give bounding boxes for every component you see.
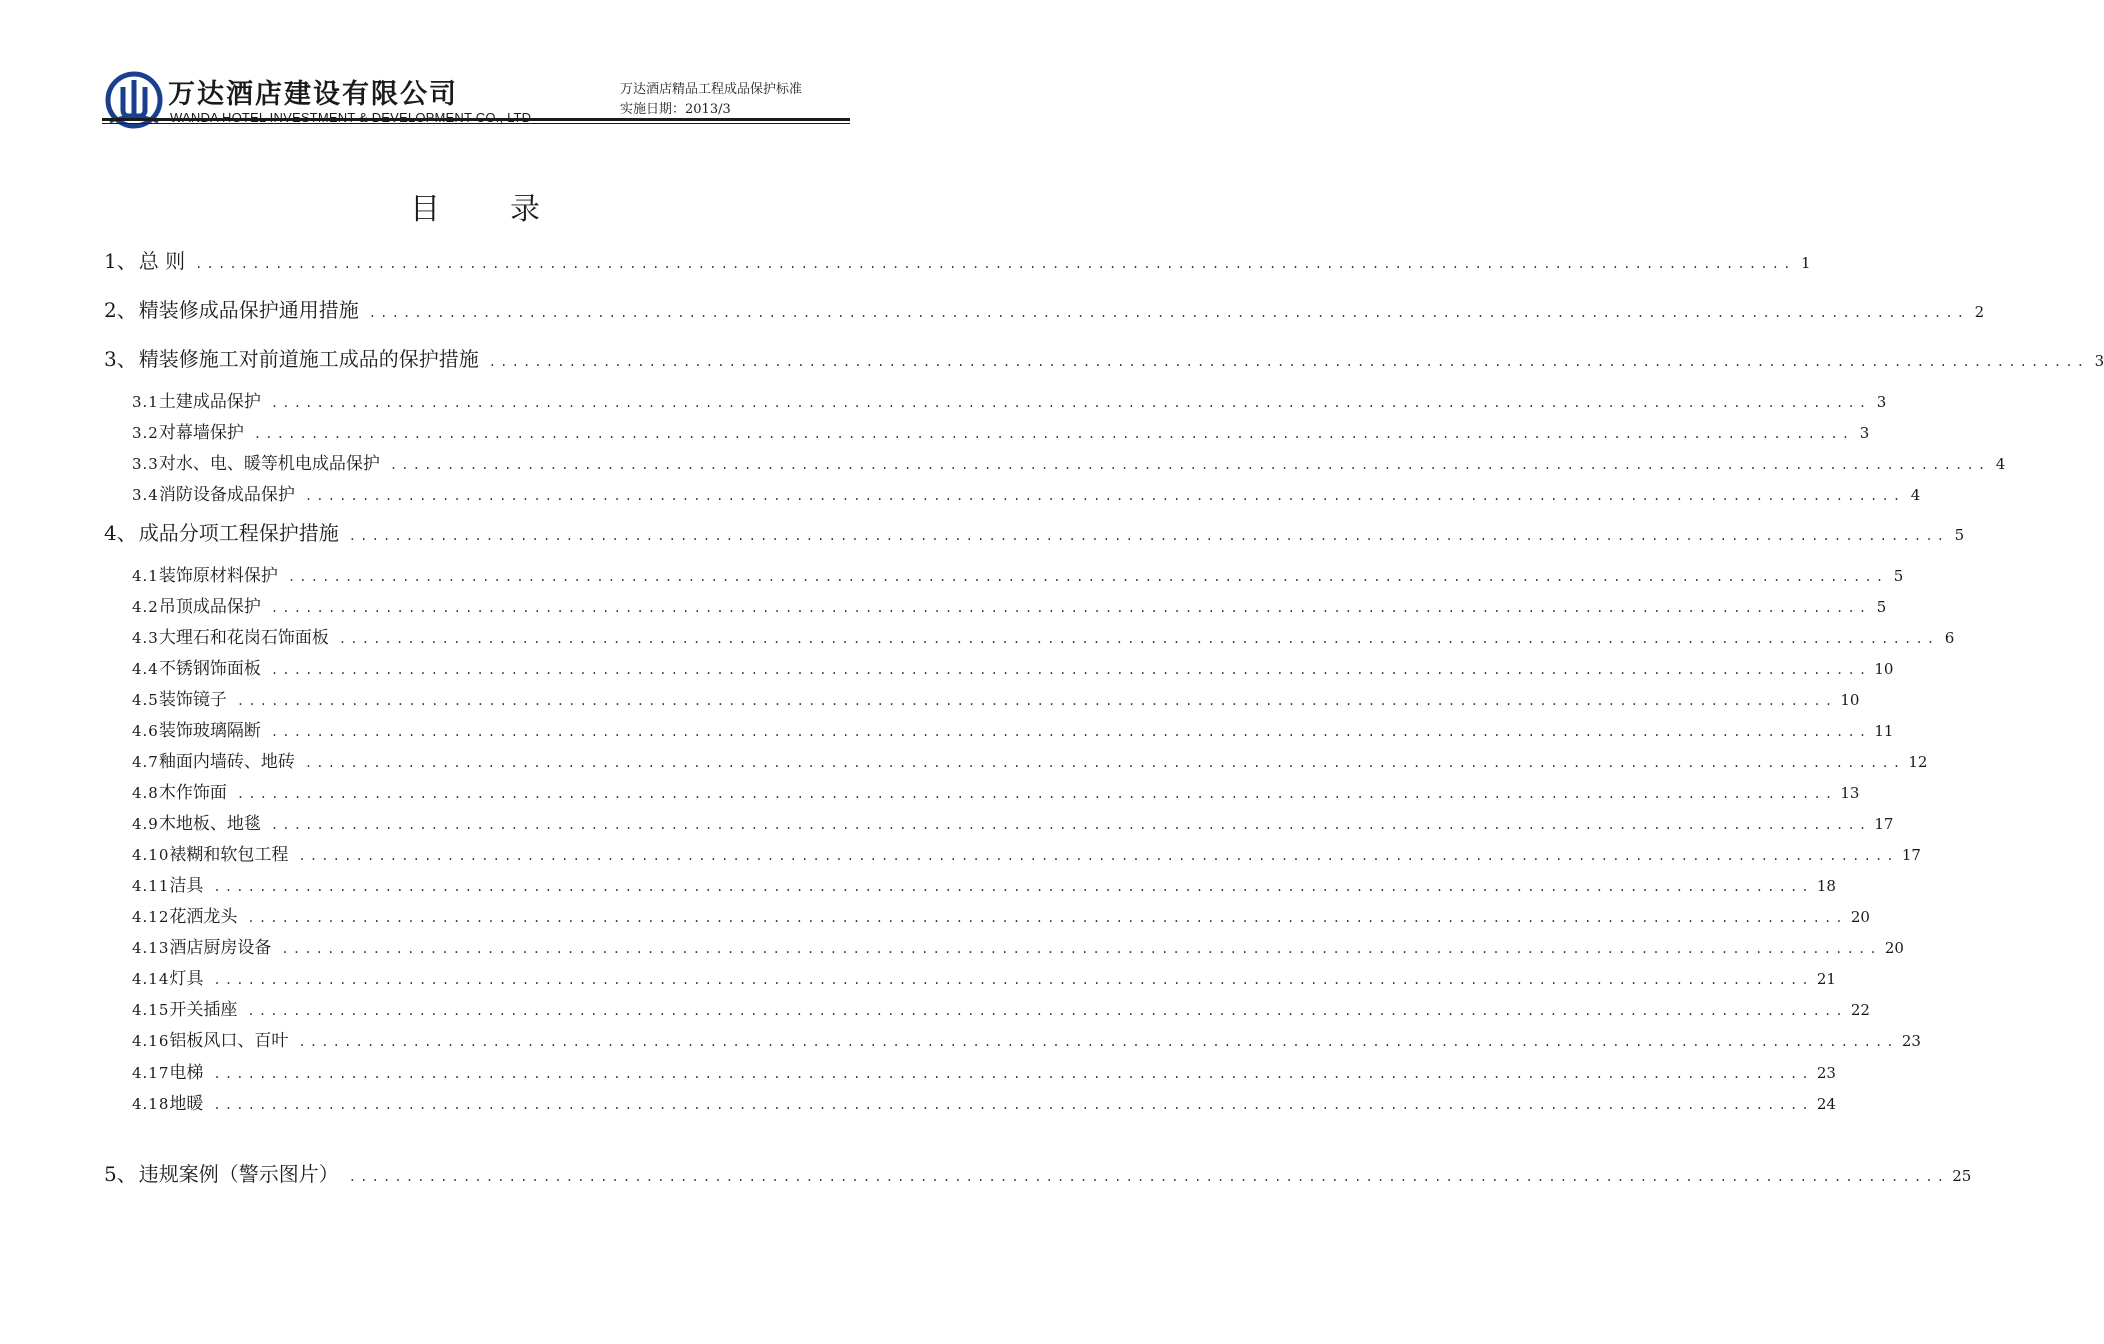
header-rule-thin — [102, 123, 850, 124]
toc-entry-label: 裱糊和软包工程 — [169, 845, 289, 865]
toc-entry-number: 4.18 — [132, 1095, 170, 1113]
toc-entry-label: 对幕墙保护 — [158, 423, 244, 443]
dot-leader: ............................................................................................................................................ — [213, 880, 1813, 894]
toc-entry-label: 对水、电、暖等机电成品保护 — [158, 454, 380, 474]
toc-entry-label: 精装修施工对前道施工成品的保护措施 — [138, 347, 479, 371]
dot-leader: ............................................................................................................................................ — [304, 756, 1905, 770]
toc-entry-label: 不锈钢饰面板 — [158, 659, 261, 679]
toc-entry-number: 4.4 — [132, 660, 159, 678]
toc-entry[interactable] — [132, 933, 1904, 963]
toc-entry-label: 消防设备成品保护 — [158, 485, 295, 505]
toc-entry-page: 17 — [1874, 815, 1894, 833]
toc-entry[interactable] — [104, 343, 2104, 373]
toc-entry-number: 4.8 — [132, 784, 159, 802]
toc-entry-label: 精装修成品保护通用措施 — [138, 298, 359, 322]
toc-entry-label: 大理石和花岗石饰面板 — [158, 628, 329, 648]
toc-entry-number: 4.9 — [132, 815, 159, 833]
dot-leader: ............................................................................................................................................ — [270, 601, 1871, 615]
toc-entry-page: 5 — [1954, 526, 1965, 544]
toc-entry-label: 花洒龙头 — [169, 907, 238, 927]
dot-leader: ............................................................................................................................................ — [287, 570, 1888, 584]
dot-leader: ............................................................................................................................................ — [304, 489, 1905, 503]
toc-entry-number: 4.5 — [132, 691, 159, 709]
toc-entry-page: 3 — [1876, 393, 1887, 411]
toc-entry-number: 3、 — [104, 347, 137, 371]
toc-entry-label: 洁具 — [169, 876, 204, 896]
toc-entry[interactable] — [132, 809, 1894, 839]
toc-entry-number: 4.15 — [132, 1001, 170, 1019]
toc-entry-page: 10 — [1840, 691, 1860, 709]
toc-entry-number: 2、 — [104, 298, 137, 322]
dot-leader: ............................................................................................................................................ — [348, 529, 1949, 543]
dot-leader: ............................................................................................................................................ — [338, 632, 1939, 646]
toc-entry[interactable] — [132, 561, 1904, 591]
toc-entry-page: 5 — [1876, 598, 1887, 616]
dot-leader: ............................................................................................................................................ — [195, 257, 1795, 271]
toc-entry-label: 木地板、地毯 — [158, 814, 261, 834]
toc-entry-page: 20 — [1850, 908, 1870, 926]
toc-entry[interactable] — [132, 480, 1921, 510]
toc-entry-number: 1、 — [104, 249, 137, 273]
toc-entry-page: 4 — [1910, 486, 1921, 504]
toc-entry[interactable] — [132, 1058, 1836, 1088]
toc-entry-label: 酒店厨房设备 — [169, 938, 272, 958]
toc-entry-number: 4.17 — [132, 1064, 170, 1082]
toc-entry[interactable] — [132, 623, 1955, 653]
toc-entry-label: 装饰镜子 — [158, 690, 227, 710]
toc-entry-page: 13 — [1840, 784, 1860, 802]
toc-entry[interactable] — [132, 778, 1860, 808]
dot-leader: ............................................................................................................................................ — [236, 694, 1837, 708]
dot-leader: ............................................................................................................................................ — [236, 787, 1837, 801]
toc-entry-page: 3 — [1859, 424, 1870, 442]
toc-entry[interactable] — [132, 902, 1870, 932]
toc-entry-label: 开关插座 — [169, 1000, 238, 1020]
toc-entry-page: 2 — [1974, 303, 1985, 321]
toc-entry-page: 5 — [1893, 567, 1904, 585]
toc-entry-label: 木作饰面 — [158, 783, 227, 803]
toc-entry-number: 4.11 — [132, 877, 170, 895]
toc-entry-page: 12 — [1908, 753, 1928, 771]
toc-entry-page: 4 — [1995, 455, 2006, 473]
dot-leader: ............................................................................................................................................ — [270, 396, 1871, 410]
toc-entry[interactable] — [104, 294, 1985, 324]
dot-leader: ............................................................................................................................................ — [298, 1035, 1898, 1049]
toc-entry[interactable] — [132, 747, 1928, 777]
toc-entry-label: 装饰原材料保护 — [158, 566, 278, 586]
dot-leader: ............................................................................................................................................ — [488, 355, 2089, 369]
toc-entry[interactable] — [104, 1158, 1972, 1188]
toc-entry-label: 吊顶成品保护 — [158, 597, 261, 617]
dot-leader: ............................................................................................................................................ — [247, 911, 1847, 925]
toc-entry-number: 4.2 — [132, 598, 159, 616]
dot-leader: ............................................................................................................................................ — [270, 818, 1871, 832]
toc-entry-page: 17 — [1901, 846, 1921, 864]
toc-entry-label: 釉面内墙砖、地砖 — [158, 752, 295, 772]
toc-entry-page: 18 — [1816, 877, 1836, 895]
company-name-cn: 万达酒店建设有限公司 — [168, 79, 458, 110]
toc-entry[interactable] — [132, 840, 1921, 870]
toc-entry[interactable] — [132, 1089, 1836, 1119]
toc-entry[interactable] — [132, 654, 1894, 684]
toc-entry-page: 22 — [1850, 1001, 1870, 1019]
toc-entry-page: 25 — [1952, 1167, 1972, 1185]
toc-entry[interactable] — [132, 995, 1870, 1025]
toc-entry-label: 电梯 — [169, 1063, 204, 1083]
dot-leader: ............................................................................................................................................ — [281, 942, 1881, 956]
effective-date: 实施日期：2013/3 — [620, 102, 731, 117]
toc-entry-number: 4.6 — [132, 722, 159, 740]
toc-entry-page: 11 — [1874, 722, 1894, 740]
toc-entry-label: 总 则 — [138, 249, 186, 273]
toc-entry-label: 灯具 — [169, 969, 204, 989]
toc-entry[interactable] — [132, 1026, 1921, 1056]
toc-entry[interactable] — [132, 418, 1870, 448]
toc-entry[interactable] — [104, 245, 1811, 275]
toc-entry-number: 4.12 — [132, 908, 170, 926]
toc-entry-page: 6 — [1944, 629, 1955, 647]
toc-entry-number: 4.7 — [132, 753, 159, 771]
toc-entry[interactable] — [132, 449, 2006, 479]
dot-leader: ............................................................................................................................................ — [253, 427, 1854, 441]
toc-entry-number: 3.4 — [132, 486, 159, 504]
toc-title: 目录 — [410, 192, 610, 227]
toc-entry-number: 4.10 — [132, 846, 170, 864]
toc-entry-number: 4.3 — [132, 629, 159, 647]
header-rule-thick — [102, 118, 850, 121]
toc-entry-number: 3.3 — [132, 455, 159, 473]
dot-leader: ............................................................................................................................................ — [389, 458, 1990, 472]
dot-leader: ............................................................................................................................................ — [348, 1170, 1949, 1184]
toc-entry-number: 4.1 — [132, 567, 159, 585]
toc-entry-page: 23 — [1816, 1064, 1836, 1082]
toc-entry[interactable] — [132, 685, 1860, 715]
toc-entry-number: 4、 — [104, 521, 137, 545]
toc-entry-label: 装饰玻璃隔断 — [158, 721, 261, 741]
toc-entry-number: 3.1 — [132, 393, 159, 411]
dot-leader: ............................................................................................................................................ — [247, 1004, 1847, 1018]
dot-leader: ............................................................................................................................................ — [298, 849, 1898, 863]
toc-entry-page: 10 — [1874, 660, 1894, 678]
toc-entry[interactable] — [132, 387, 1887, 417]
toc-entry-number: 4.14 — [132, 970, 170, 988]
toc-entry[interactable] — [132, 964, 1836, 994]
toc-entry-page: 1 — [1801, 254, 1811, 272]
toc-entry-label: 违规案例（警示图片） — [138, 1162, 339, 1186]
toc-entry-label: 铝板风口、百叶 — [169, 1031, 289, 1051]
toc-entry-page: 3 — [2094, 352, 2104, 370]
dot-leader: ............................................................................................................................................ — [270, 663, 1871, 677]
toc-entry-page: 23 — [1901, 1032, 1921, 1050]
dot-leader: ............................................................................................................................................ — [270, 725, 1871, 739]
toc-entry[interactable] — [132, 871, 1836, 901]
dot-leader: ............................................................................................................................................ — [213, 1098, 1813, 1112]
standard-title: 万达酒店精品工程成品保护标准 — [620, 82, 803, 97]
page-header — [0, 0, 950, 140]
toc-entry-page: 24 — [1816, 1095, 1836, 1113]
toc-entry-page: 21 — [1816, 970, 1836, 988]
toc-entry[interactable] — [104, 517, 1965, 547]
toc-entry-page: 20 — [1884, 939, 1904, 957]
dot-leader: ............................................................................................................................................ — [213, 973, 1813, 987]
toc-entry-number: 5、 — [104, 1162, 137, 1186]
dot-leader: ............................................................................................................................................ — [213, 1067, 1813, 1081]
toc-entry-number: 4.16 — [132, 1032, 170, 1050]
toc-entry-label: 地暖 — [169, 1094, 204, 1114]
toc-entry[interactable] — [132, 592, 1887, 622]
toc-entry-label: 成品分项工程保护措施 — [138, 521, 339, 545]
toc-entry-number: 3.2 — [132, 424, 159, 442]
wanda-logo-icon — [104, 70, 164, 130]
dot-leader: ............................................................................................................................................ — [368, 306, 1969, 320]
toc-entry-number: 4.13 — [132, 939, 170, 957]
toc-entry-label: 土建成品保护 — [158, 392, 261, 412]
toc-entry[interactable] — [132, 716, 1894, 746]
